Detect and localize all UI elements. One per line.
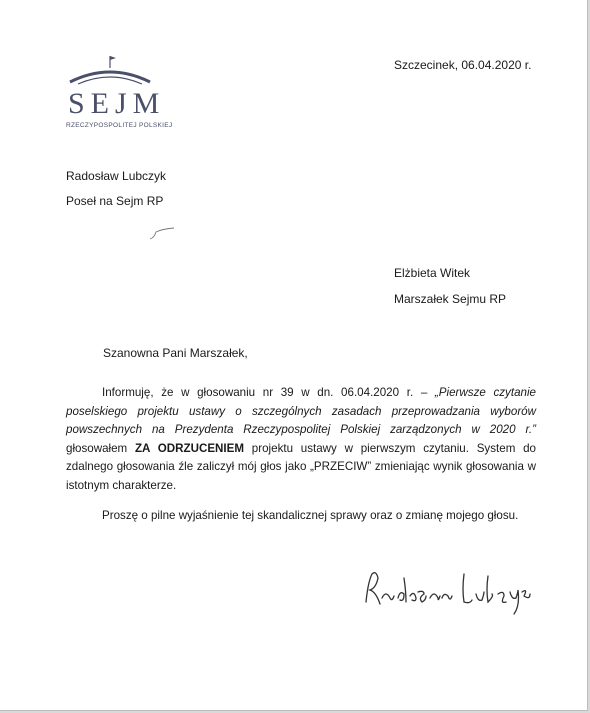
sender-role: Poseł na Sejm RP — [66, 194, 164, 208]
closing-request: Proszę o pilne wyjaśnienie tej skandalicznej sprawy oraz o zmianę mojego głosu. — [102, 509, 519, 522]
body-rest: projektu ustawy w pierwszym czytaniu. System do zdalnego głosowania źle zaliczył mój głos jako „PRZECIW” zmieniając wynik głosowania w istotnym charakterze. — [66, 441, 536, 492]
recipient-role: Marszałek Sejmu RP — [394, 292, 507, 306]
vote-title-quote: „Pierwsze czytanie poselskiego projektu ustawy o szczególnych zasadach przeprowadzania wyborów powszechnych na Prezydenta Rzeczypospolitej Polskiej zarządzonych w 2020 r.” — [66, 386, 536, 436]
place-date: Szczecinek, 06.04.2020 r. — [394, 58, 532, 72]
body-intro: Informuję, że w głosowaniu nr 39 w dn. 06.04.2020 r. – — [102, 386, 435, 399]
salutation: Szanowna Pani Marszałek, — [103, 346, 248, 360]
logo-word: SEJM — [68, 87, 166, 120]
recipient-name: Elżbieta Witek — [394, 266, 471, 280]
sejm-logo — [60, 52, 173, 132]
pen-stroke-mark — [148, 226, 178, 242]
handwritten-signature — [360, 568, 540, 618]
logo-subtitle: RZECZYPOSPOLITEJ POLSKIEJ — [66, 122, 173, 129]
body-paragraph — [66, 384, 536, 495]
body-voted: głosowałem — [66, 441, 135, 455]
sender-name: Radosław Lubczyk — [66, 169, 167, 183]
vote-decision: ZA ODRZUCENIEM — [134, 441, 245, 455]
sejm-building-icon — [60, 52, 170, 92]
